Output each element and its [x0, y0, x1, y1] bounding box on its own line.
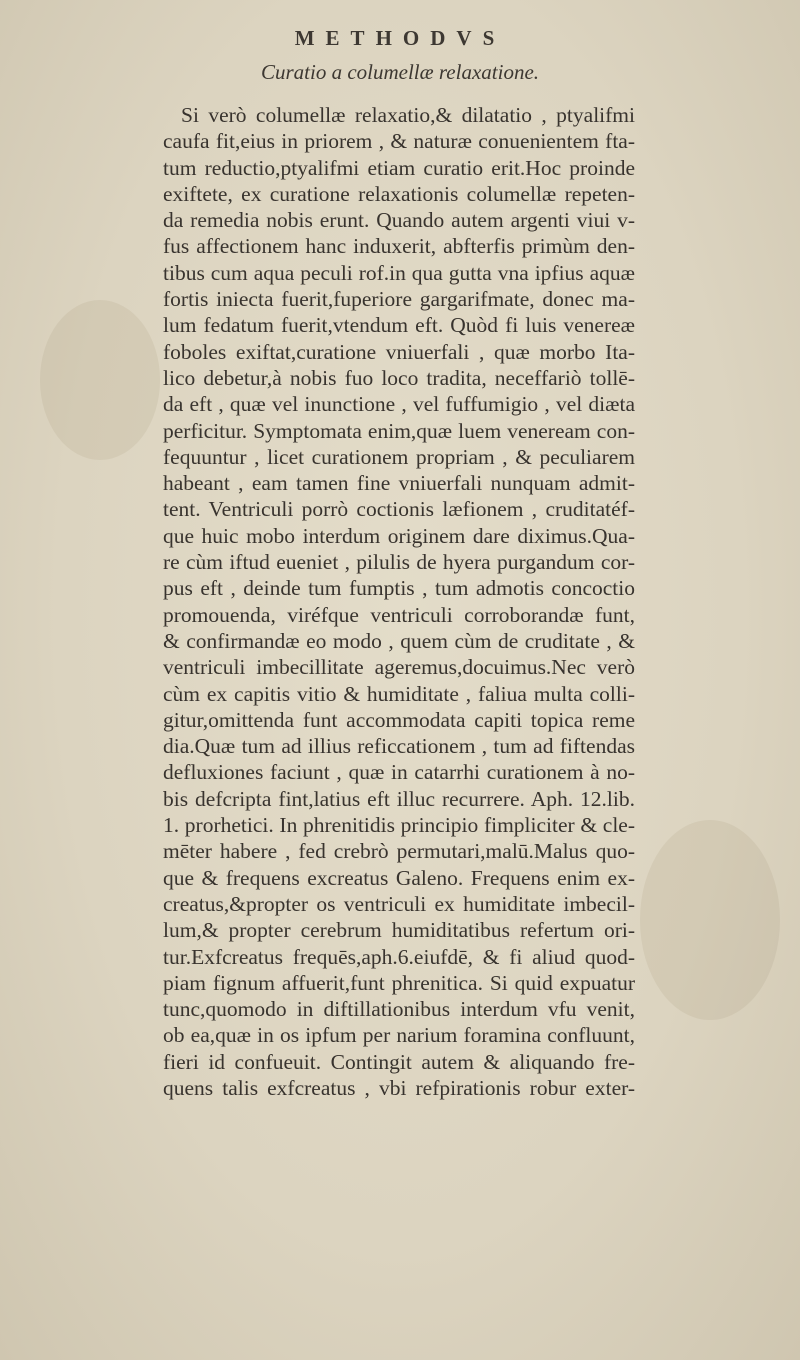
text-line: fortis iniecta fuerit,fuperiore gargarifmate, donec ma-	[163, 287, 635, 312]
text-line: fieri id confueuit. Contingit autem & aliquando fre-	[163, 1049, 635, 1074]
text-line: perficitur. Symptomata enim,quæ luem veneream con-	[163, 418, 635, 443]
section-subtitle: Curatio a columellæ relaxatione.	[260, 60, 540, 84]
text-line: ventriculi imbecillitate ageremus,docuimus.Nec verò	[163, 655, 635, 680]
text-line: da eft , quæ vel inunctione , vel fuffumigio , vel diæta	[163, 392, 635, 417]
text-line: que & frequens excreatus Galeno. Frequens enim ex-	[163, 865, 635, 890]
text-line: exiftete, ex curatione relaxationis columellæ repeten-	[163, 181, 635, 206]
text-line: lum fedatum fuerit,vtendum eft. Quòd fi luis venereæ	[163, 313, 635, 338]
text-line: promouenda, viréfque ventriculi corroborandæ funt,	[163, 602, 635, 627]
text-line: dia.Quæ tum ad illius reficcationem , tum ad fiftendas	[163, 734, 635, 759]
text-line: quens talis exfcreatus , vbi refpirationis robur exter-	[163, 1075, 635, 1100]
text-line: ob ea,quæ in os ipfum per narium foramina confluunt,	[163, 1023, 635, 1048]
text-line: lum,& propter cerebrum humiditatibus refertum ori-	[163, 918, 635, 943]
text-line: & confirmandæ eo modo , quem cùm de cruditate , &	[163, 628, 635, 653]
text-line: que huic mobo interdum originem dare diximus.Qua-	[163, 523, 635, 548]
text-line: caufa fit,eius in priorem , & naturæ conuenientem fta-	[163, 129, 635, 154]
text-line: da remedia nobis erunt. Quando autem argenti viui v-	[163, 208, 635, 233]
text-line: bis defcripta fint,latius eft illuc recurrere. Aph. 12.lib.	[163, 786, 635, 811]
text-line: tent. Ventriculi porrò coctionis læfionem , cruditatéf-	[163, 497, 635, 522]
text-line: gitur,omittenda funt accommodata capiti topica reme	[163, 707, 635, 732]
text-line: piam fignum affuerit,funt phrenitica. Si quid expuatur	[163, 970, 635, 995]
text-line: fequuntur , licet curationem propriam , & peculiarem	[163, 444, 635, 469]
paper-stain	[40, 300, 160, 460]
text-line: tum reductio,ptyalifmi etiam curatio erit.Hoc proinde	[163, 155, 635, 180]
paper-stain	[640, 820, 780, 1020]
text-line: tur.Exfcreatus frequēs,aph.6.eiufdē, & fi aliud quod-	[163, 944, 635, 969]
running-head: METHODVS	[294, 26, 506, 50]
text-line: cùm ex capitis vitio & humiditate , faliua multa colli-	[163, 681, 635, 706]
body-text	[163, 102, 635, 1101]
text-line: re cùm iftud eueniet , pilulis de hyera purgandum cor-	[163, 550, 635, 575]
text-line: tunc,quomodo in diftillationibus interdum vfu venit,	[163, 997, 635, 1022]
text-line: tibus cum aqua peculi rof.in qua gutta vna ipfius aquæ	[163, 260, 635, 285]
text-line: creatus,&propter os ventriculi ex humiditate imbecil-	[163, 891, 635, 916]
text-line: defluxiones faciunt , quæ in catarrhi curationem à no-	[163, 760, 635, 785]
text-line: fus affectionem hanc induxerit, abfterfis primùm den-	[163, 234, 635, 259]
text-line: habeant , eam tamen fine vniuerfali nunquam admit-	[163, 471, 635, 496]
text-line: Si verò columellæ relaxatio,& dilatatio , ptyalifmi	[181, 103, 635, 127]
text-line: pus eft , deinde tum fumptis , tum admotis concoctio	[163, 576, 635, 601]
text-line: mēter habere , fed crebrò permutari,malū.Malus quo-	[163, 839, 635, 864]
text-line: lico debetur,à nobis fuo loco tradita, neceffariò tollē-	[163, 365, 635, 390]
text-line: 1. prorhetici. In phrenitidis principio fimpliciter & cle-	[163, 813, 635, 838]
text-line: foboles exiftat,curatione vniuerfali , quæ morbo Ita-	[163, 339, 635, 364]
